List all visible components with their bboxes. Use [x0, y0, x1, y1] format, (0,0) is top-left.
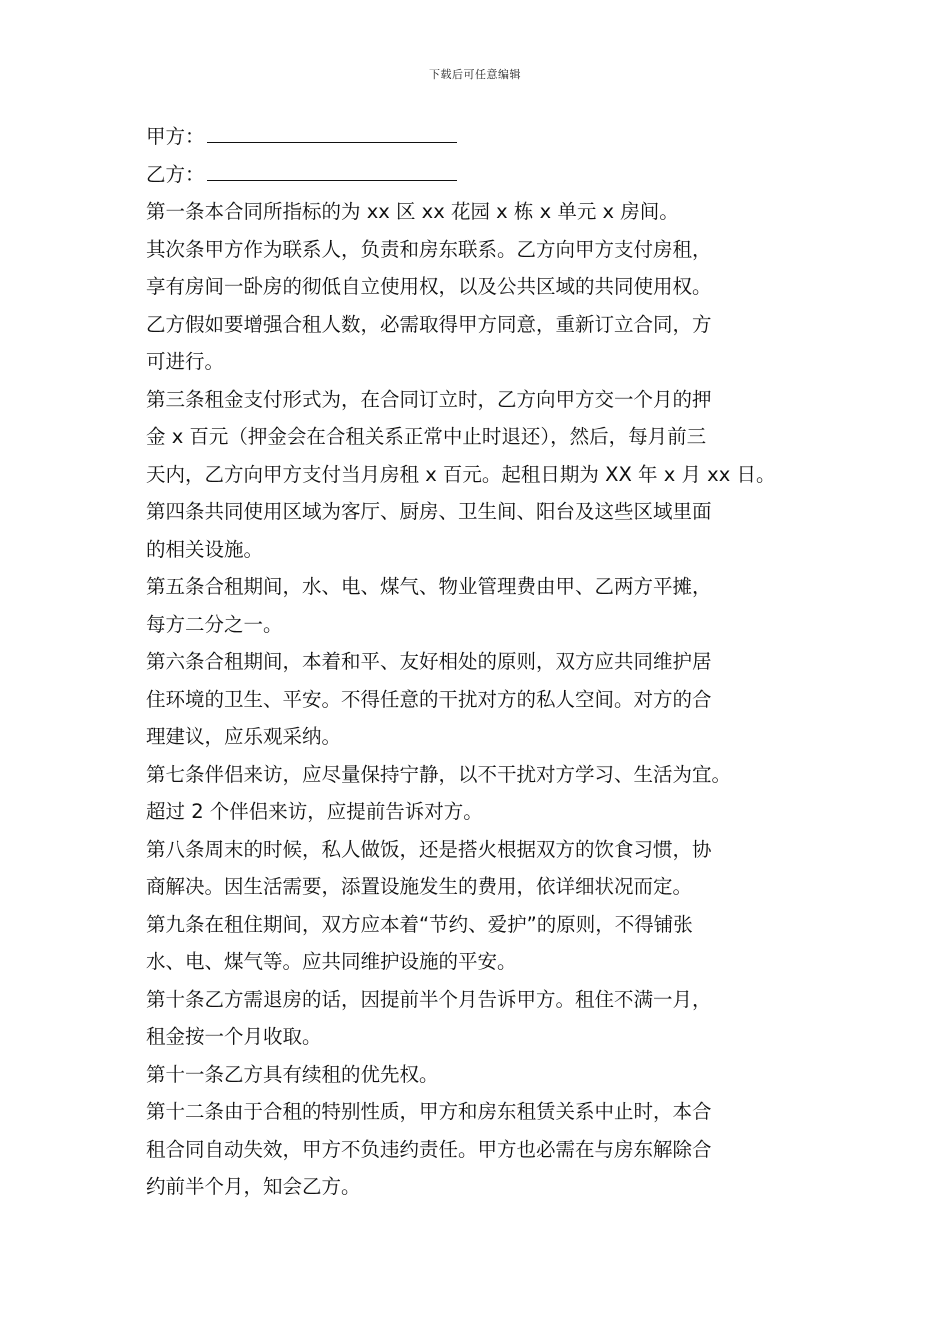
party-b-line — [146, 156, 814, 194]
party-b-label: 乙方： — [146, 162, 205, 186]
text-line: 超过 2 个伴侣来访，应提前告诉对方。 — [146, 800, 483, 823]
text-line: 其次条甲方作为联系人，负责和房东联系。乙方向甲方支付房租， — [146, 237, 712, 261]
text-line: 每方二分之一。 — [146, 612, 283, 636]
text-line: 第十条乙方需退房的话，因提前半个月告诉甲方。租住不满一月， — [146, 987, 712, 1011]
text-line: 第一条本合同所指标的为 xx 区 xx 花园 x 栋 x 单元 x 房间。 — [146, 200, 679, 223]
text-line: 第四条共同使用区域为客厅、厨房、卫生间、阳台及这些区域里面 — [146, 500, 712, 523]
text-line: 租金按一个月收取。 — [146, 1025, 322, 1048]
text-line: 水、电、煤气等。应共同维护设施的平安。 — [146, 950, 517, 973]
page-header-note: 下载后可任意编辑 — [429, 68, 521, 81]
text-line: 天内，乙方向甲方支付当月房租 x 百元。起租日期为 XX 年 x 月 xx 日。 — [146, 462, 776, 486]
contract-body — [146, 118, 814, 1206]
party-a-blank — [207, 120, 457, 143]
text-line: 乙方假如要增强合租人数，必需取得甲方同意，重新订立合同，方 — [146, 312, 712, 336]
text-line: 约前半个月，知会乙方。 — [146, 1175, 361, 1198]
text-line: 的相关设施。 — [146, 537, 264, 561]
text-line: 理建议，应乐观采纳。 — [146, 725, 342, 748]
text-line: 第十二条由于合租的特别性质，甲方和房东租赁关系中止时，本合 — [146, 1100, 712, 1123]
party-a-line — [146, 118, 814, 156]
party-b-blank — [207, 158, 457, 181]
text-line: 第九条在租住期间，双方应本着“节约、爱护”的原则，不得铺张 — [146, 912, 693, 936]
text-line: 享有房间一卧房的彻低自立使用权，以及公共区域的共同使用权。 — [146, 275, 712, 298]
party-a-label: 甲方： — [146, 125, 205, 148]
text-line: 第十一条乙方具有续租的优先权。 — [146, 1062, 439, 1086]
text-line: 第五条合租期间，水、电、煤气、物业管理费由甲、乙两方平摊， — [146, 575, 712, 598]
text-line: 第七条伴侣来访，应尽量保持宁静，以不干扰对方学习、生活为宜。 — [146, 762, 732, 786]
text-line: 住环境的卫生、平安。不得任意的干扰对方的私人空间。对方的合 — [146, 687, 712, 711]
text-line: 第八条周末的时候，私人做饭，还是搭火根据双方的饮食习惯，协 — [146, 837, 712, 861]
text-line: 第三条租金支付形式为，在合同订立时，乙方向甲方交一个月的押 — [146, 387, 712, 411]
text-line: 商解决。因生活需要，添置设施发生的费用，依详细状况而定。 — [146, 875, 693, 898]
text-line: 可进行。 — [146, 350, 225, 373]
text-line: 租合同自动失效，甲方不负违约责任。甲方也必需在与房东解除合 — [146, 1137, 712, 1161]
text-line: 金 x 百元（押金会在合租关系正常中止时退还），然后，每月前三 — [146, 425, 707, 448]
text-line: 第六条合租期间，本着和平、友好相处的原则，双方应共同维护居 — [146, 650, 712, 673]
